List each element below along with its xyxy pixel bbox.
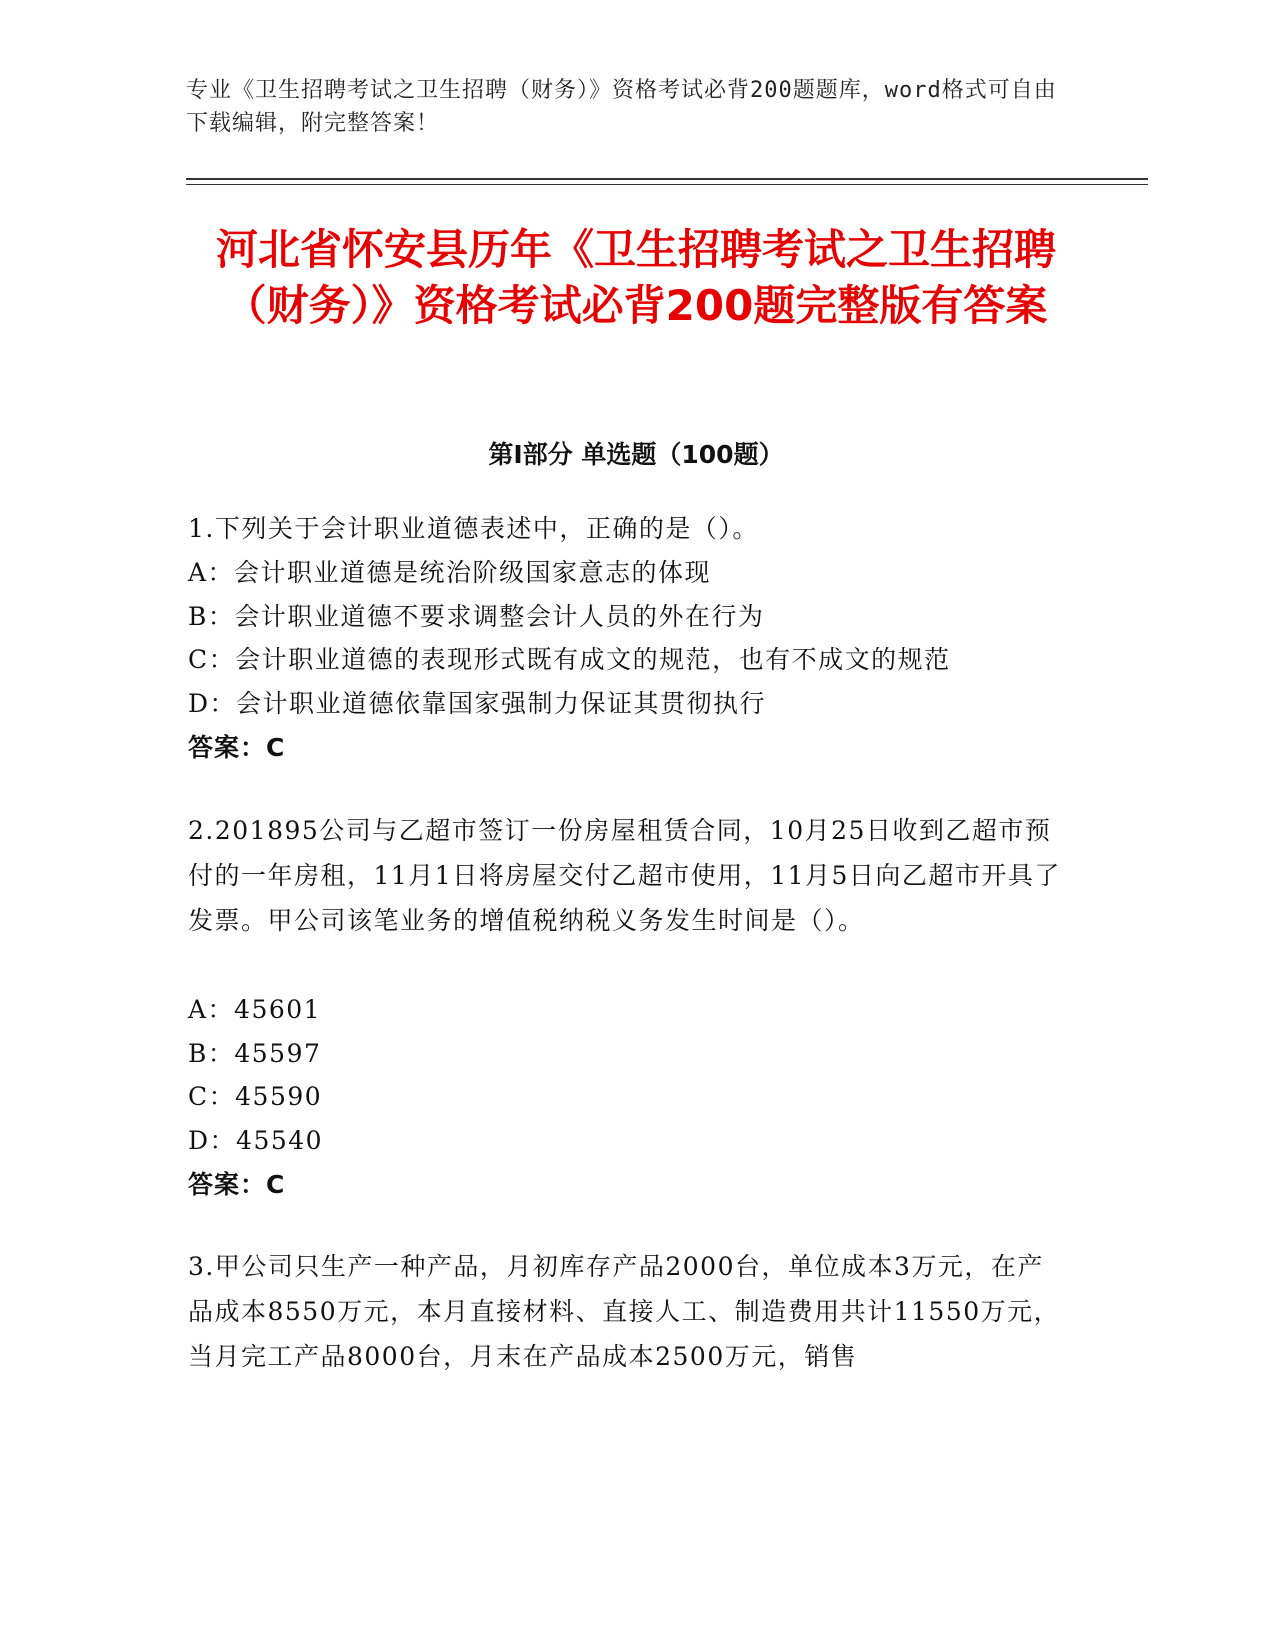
- question-2-answer: 答案：C: [188, 1170, 286, 1199]
- question-2-option-c: C：45590: [188, 1082, 323, 1111]
- question-1-option-a: A：会计职业道德是统治阶级国家意志的体现: [188, 558, 712, 587]
- question-1-text: 1.下列关于会计职业道德表述中，正确的是（）。: [188, 514, 759, 543]
- header-divider-thick: [186, 178, 1148, 180]
- question-1-option-d: D：会计职业道德依靠国家强制力保证其贯彻执行: [188, 689, 767, 718]
- header-note: 专业《卫生招聘考试之卫生招聘（财务）》资格考试必背200题题库，word格式可自由下载编辑，附完整答案！: [186, 78, 1057, 136]
- section-title: 第Ⅰ部分 单选题（100题）: [488, 440, 784, 469]
- question-2-option-a: A：45601: [188, 995, 322, 1024]
- question-2-text: 2.201895公司与乙超市签订一份房屋租赁合同，10月25日收到乙超市预付的一年房租，11月1日将房屋交付乙超市使用，11月5日向乙超市开具了发票。甲公司该笔业务的增值税纳税义务发生时间是（）。: [188, 816, 1061, 935]
- question-2-option-b: B：45597: [188, 1039, 322, 1068]
- document-title: 河北省怀安县历年《卫生招聘考试之卫生招聘（财务）》资格考试必背200题完整版有答案: [215, 225, 1056, 330]
- question-1-answer: 答案：C: [188, 733, 286, 762]
- header-divider-thin: [186, 184, 1148, 185]
- question-1-option-c: C：会计职业道德的表现形式既有成文的规范，也有不成文的规范: [188, 645, 951, 674]
- question-2-option-d: D：45540: [188, 1126, 324, 1155]
- question-3-text: 3.甲公司只生产一种产品，月初库存产品2000台，单位成本3万元，在产品成本8550万元，本月直接材料、直接人工、制造费用共计11550万元，当月完工产品8000台，月末在产品成本2500万元，销售: [188, 1252, 1061, 1371]
- question-1-option-b: B：会计职业道德不要求调整会计人员的外在行为: [188, 602, 765, 631]
